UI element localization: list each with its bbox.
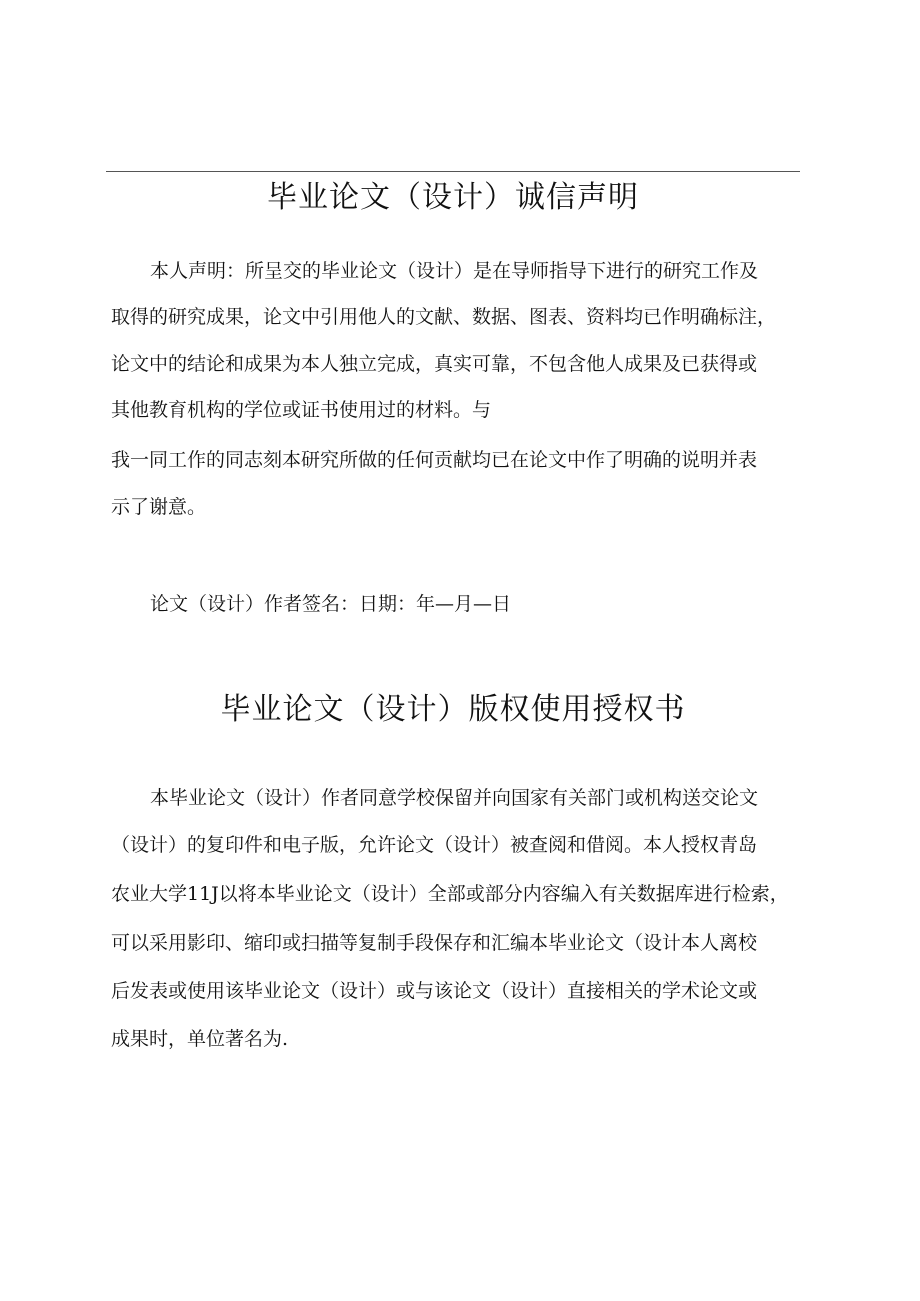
authorization-line-3: 农业大学11J以将本毕业论文（设计）全部或部分内容编入有关数据库进行检索，: [111, 883, 789, 905]
declaration-line-6: 示了谢意。: [111, 496, 207, 518]
declaration-line-1: 本人声明：所呈交的毕业论文（设计）是在导师指导下进行的研究工作及: [150, 260, 759, 282]
authorization-title: 毕业论文（设计）版权使用授权书: [220, 692, 686, 727]
declaration-line-3: 论文中的结论和成果为本人独立完成，真实可靠，不包含他人成果及已获得或: [111, 353, 758, 375]
authorization-line-5: 后发表或使用该毕业论文（设计）或与该论文（设计）直接相关的学术论文或: [111, 980, 758, 1002]
signature-date-line: 论文（设计）作者签名：日期：年—月—日: [150, 593, 512, 615]
declaration-line-4: 其他教育机构的学位或证书使用过的材料。与: [111, 399, 492, 421]
authorization-line-4: 可以采用影印、缩印或扫描等复制手段保存和汇编本毕业论文（设计本人离校: [111, 932, 758, 954]
declaration-line-2: 取得的研究成果，论文中引用他人的文献、数据、图表、资料均已作明确标注，: [111, 306, 777, 328]
declaration-line-5: 我一同工作的同志刻本研究所做的任何贡献均已在论文中作了明确的说明并表: [111, 449, 758, 471]
authorization-line-1: 本毕业论文（设计）作者同意学校保留并向国家有关部门或机构送交论文: [150, 787, 759, 809]
authorization-line-6: 成果时，单位著名为.: [111, 1028, 289, 1050]
declaration-title: 毕业论文（设计）诚信声明: [267, 180, 639, 215]
authorization-line-2: （设计）的复印件和电子版，允许论文（设计）被查阅和借阅。本人授权青岛: [111, 834, 758, 856]
